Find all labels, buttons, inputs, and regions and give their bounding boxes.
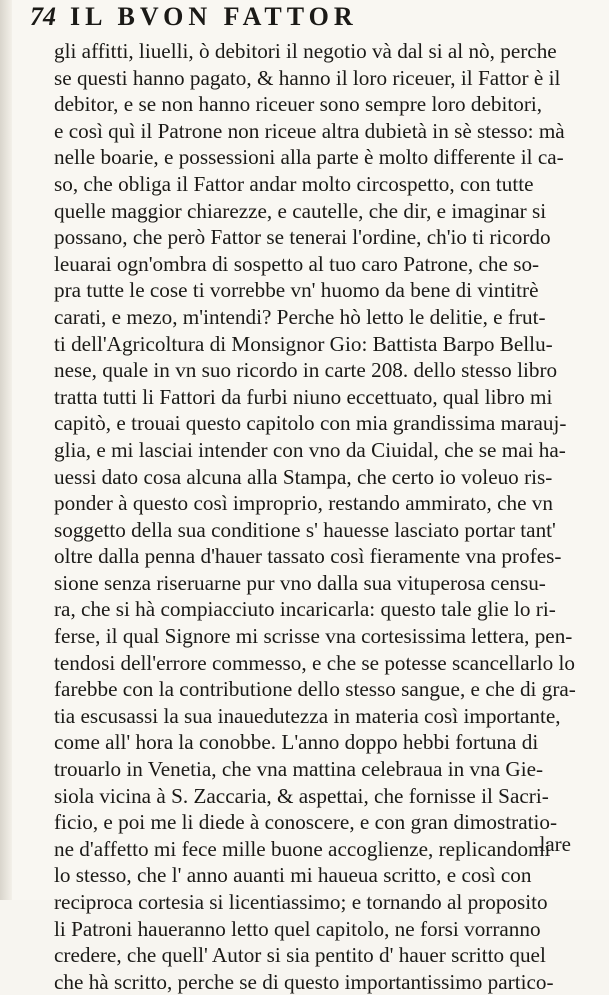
text-line: come all' hora la conobbe. L'anno doppo hebbi fortuna di [54, 730, 539, 755]
text-line: credere, che quell' Autor si sia pentito d' hauer scritto quel [54, 943, 546, 968]
text-line: sione senza riseruarne pur vno dalla sua vituperosa censu- [54, 570, 546, 595]
text-line: tratta tutti li Fattori da furbi niuno eccettuato, qual libro mi [54, 384, 553, 409]
text-line: glia, e mi lasciai intender con vno da Ciuidal, che se mai ha- [54, 437, 566, 462]
page-header [30, 2, 590, 38]
text-line: siola vicina à S. Zaccaria, & aspettai, che fornisse il Sacri- [54, 783, 549, 808]
text-line: carati, e mezo, m'intendi? Perche hò letto le delitie, e frut- [54, 304, 546, 329]
catchword: lare [539, 832, 571, 856]
text-line: ra, che si hà compiacciuto incaricarla: questo tale glie lo ri- [54, 597, 556, 622]
text-line: so, che obliga il Fattor andar molto circospetto, con tutte [54, 171, 534, 196]
text-line: capitò, e trouai questo capitolo con mia grandissima marauj- [54, 411, 567, 436]
text-line: gli affitti, liuelli, ò debitori il negotio và dal si al nò, perche [54, 39, 557, 63]
text-line: ficio, e poi me li diede à conoscere, e con gran dimostratio- [54, 810, 558, 835]
text-line: ne d'affetto mi fece mille buone accoglienze, replicandomi [54, 836, 551, 861]
text-line: possano, che però Fattor se tenerai l'ordine, ch'io ti ricordo [54, 225, 551, 250]
text-line: reciproca cortesia si licentiassimo; e tornando al proposito [54, 890, 548, 914]
text-line: trouarlo in Venetia, che vna mattina celebraua in vna Gie- [54, 757, 544, 782]
text-line: ponder à questo così improprio, restando ammirato, che vn [54, 491, 553, 516]
text-line: uessi dato cosa alcuna alla Stampa, che certo io voleuo ris- [54, 464, 553, 489]
text-line: tia escusassi la sua inauedutezza in materia così importante, [54, 703, 561, 728]
text-line: debitor, e se non hanno riceuer sono sempre loro debitori, [54, 92, 543, 117]
body-text [54, 38, 599, 995]
text-line: nese, quale in vn suo ricordo in carte 208. dello stesso libro [54, 358, 558, 383]
text-line: tendosi dell'errore commesso, e che se potesse scancellarlo lo [54, 650, 575, 675]
text-line: oltre dalla penna d'hauer tassato così fieramente vna profes- [54, 544, 562, 569]
text-line: lo stesso, che l' anno auanti mi haueua scritto, e così con [54, 863, 532, 888]
text-line: quelle maggior chiarezze, e cautelle, che dir, e imaginar si [54, 198, 547, 223]
text-line: se questi hanno pagato, & hanno il loro riceuer, il Fattor è il [54, 65, 561, 90]
text-line: che hà scritto, perche se di questo importantissimo partico- [54, 969, 554, 994]
text-line: soggetto della sua conditione s' hauesse lasciato portar tant' [54, 517, 556, 542]
text-line: e così quì il Patrone non riceue altra dubietà in sè stesso: mà [54, 118, 565, 143]
text-line: pra tutte le cose ti vorrebbe vn' huomo da bene di vintitrè [54, 278, 539, 303]
text-line: ti dell'Agricoltura di Monsignor Gio: Battista Barpo Bellu- [54, 331, 553, 356]
running-title: IL BVON FATTOR [70, 2, 358, 31]
text-line: nelle boarie, e possessioni alla parte è molto differente il ca- [54, 145, 564, 170]
page-number: 74 [30, 2, 56, 31]
page-gutter [0, 0, 12, 900]
text-line: li Patroni haueranno letto quel capitolo, ne forsi vorranno [54, 916, 541, 941]
text-line: farebbe con la contributione dello stesso sangue, e che di gra- [54, 677, 576, 702]
text-line: leuarai ogn'ombra di sospetto al tuo caro Patrone, che so- [54, 251, 540, 276]
text-line: ferse, il qual Signore mi scrisse vna cortesissima lettera, pen- [54, 624, 573, 649]
